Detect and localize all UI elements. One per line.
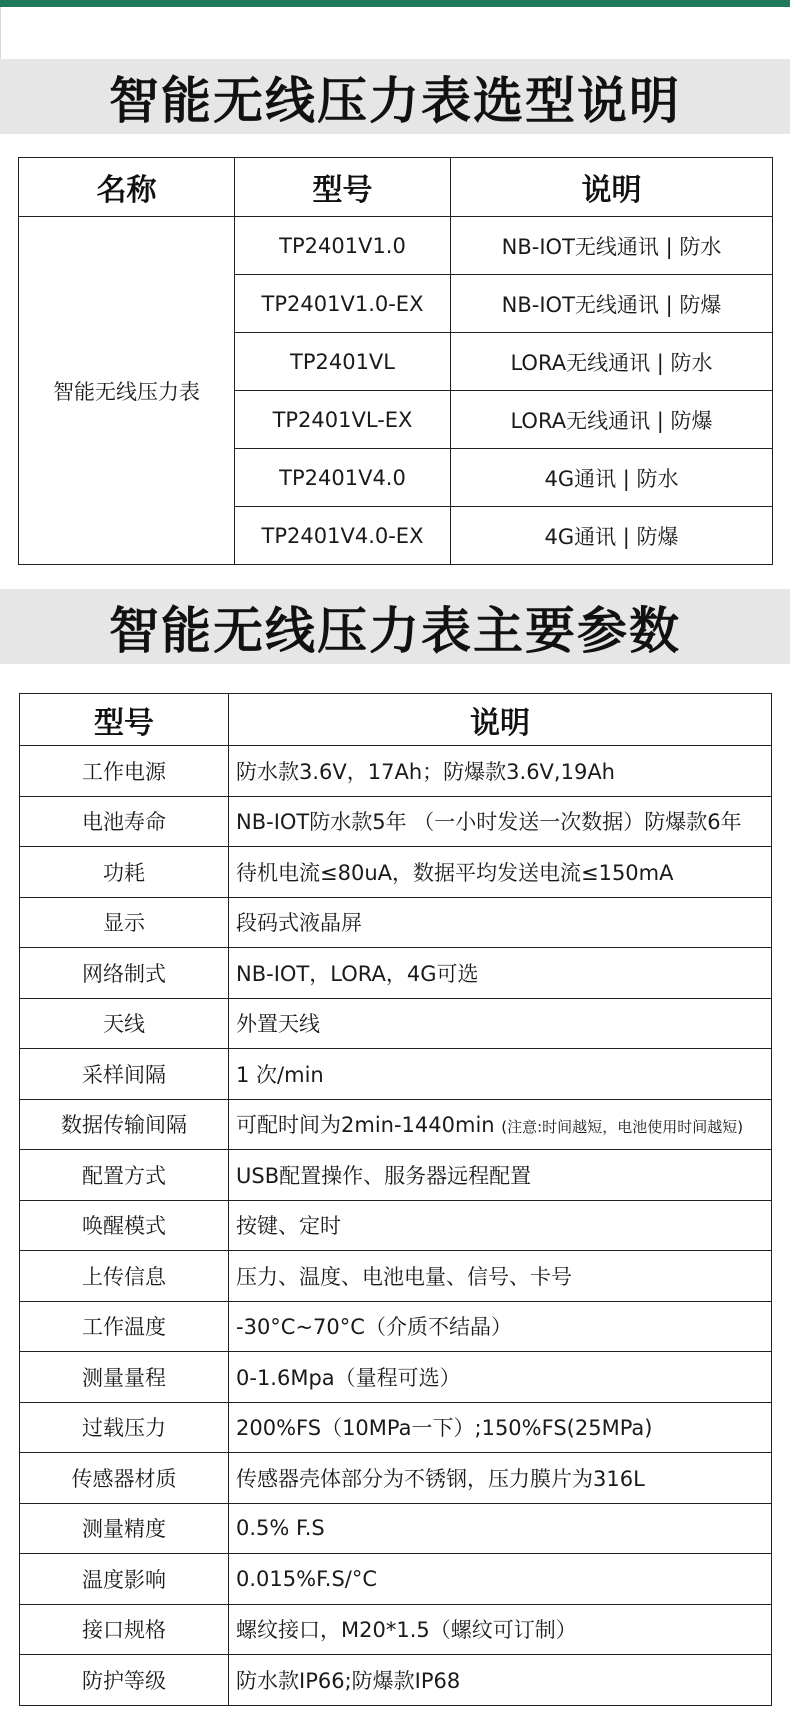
table-header-row xyxy=(20,694,772,746)
header-model: 型号 xyxy=(20,694,229,746)
product-name-cell: 智能无线压力表 xyxy=(19,217,235,565)
param-value-cell: USB配置操作、服务器远程配置 xyxy=(229,1150,772,1201)
param-name-cell: 天线 xyxy=(20,998,229,1049)
param-name-cell: 测量精度 xyxy=(20,1503,229,1554)
header-model: 型号 xyxy=(235,158,451,217)
table-row xyxy=(20,1604,772,1655)
param-value-note: (注意:时间越短，电池使用时间越短) xyxy=(501,1118,744,1137)
description-cell: LORA无线通讯 | 防水 xyxy=(451,333,773,391)
top-edge-line xyxy=(0,7,1,59)
param-value-cell xyxy=(229,1099,772,1150)
table-row xyxy=(20,1453,772,1504)
table-row xyxy=(20,847,772,898)
param-value-cell: NB-IOT，LORA，4G可选 xyxy=(229,948,772,999)
param-name-cell: 过载压力 xyxy=(20,1402,229,1453)
table-row xyxy=(20,1049,772,1100)
param-value-cell: -30°C~70°C（介质不结晶） xyxy=(229,1301,772,1352)
param-value-cell: 待机电流≤80uA，数据平均发送电流≤150mA xyxy=(229,847,772,898)
model-selection-table xyxy=(18,157,773,565)
param-name-cell: 电池寿命 xyxy=(20,796,229,847)
table-header-row xyxy=(19,158,773,217)
param-name-cell: 防护等级 xyxy=(20,1655,229,1706)
model-cell: TP2401V1.0-EX xyxy=(235,275,451,333)
param-name-cell: 测量量程 xyxy=(20,1352,229,1403)
table-row xyxy=(20,796,772,847)
table-row xyxy=(20,1402,772,1453)
param-name-cell: 显示 xyxy=(20,897,229,948)
param-value-cell: NB-IOT防水款5年 （一小时发送一次数据）防爆款6年 xyxy=(229,796,772,847)
param-name-cell: 传感器材质 xyxy=(20,1453,229,1504)
param-value-cell: 按键、定时 xyxy=(229,1200,772,1251)
param-name-cell: 唤醒模式 xyxy=(20,1200,229,1251)
table-row xyxy=(20,998,772,1049)
description-cell: NB-IOT无线通讯 | 防爆 xyxy=(451,275,773,333)
model-cell: TP2401V4.0-EX xyxy=(235,507,451,565)
param-name-cell: 功耗 xyxy=(20,847,229,898)
description-cell: 4G通讯 | 防水 xyxy=(451,449,773,507)
description-cell: 4G通讯 | 防爆 xyxy=(451,507,773,565)
table-row xyxy=(20,1554,772,1605)
param-value-cell: 压力、温度、电池电量、信号、卡号 xyxy=(229,1251,772,1302)
table-row xyxy=(20,1503,772,1554)
table-row xyxy=(20,1301,772,1352)
table-row xyxy=(20,1352,772,1403)
model-cell: TP2401V1.0 xyxy=(235,217,451,275)
param-value-cell: 200%FS（10MPa一下）;150%FS(25MPa) xyxy=(229,1402,772,1453)
param-value-cell: 段码式液晶屏 xyxy=(229,897,772,948)
table-row xyxy=(20,948,772,999)
param-value-cell: 1 次/min xyxy=(229,1049,772,1100)
param-name-cell: 数据传输间隔 xyxy=(20,1099,229,1150)
param-value-cell: 防水款3.6V，17Ah；防爆款3.6V,19Ah xyxy=(229,746,772,797)
section-title-selection: 智能无线压力表选型说明 xyxy=(0,59,790,134)
param-name-cell: 温度影响 xyxy=(20,1554,229,1605)
param-name-cell: 配置方式 xyxy=(20,1150,229,1201)
description-cell: NB-IOT无线通讯 | 防水 xyxy=(451,217,773,275)
model-cell: TP2401VL xyxy=(235,333,451,391)
table-row xyxy=(20,1150,772,1201)
table-row xyxy=(20,1200,772,1251)
table-row xyxy=(20,1099,772,1150)
param-name-cell: 采样间隔 xyxy=(20,1049,229,1100)
param-name-cell: 上传信息 xyxy=(20,1251,229,1302)
param-value-text: 可配时间为2min-1440min xyxy=(236,1113,495,1138)
model-cell: TP2401V4.0 xyxy=(235,449,451,507)
param-value-cell: 0.015%F.S/°C xyxy=(229,1554,772,1605)
header-description: 说明 xyxy=(229,694,772,746)
param-name-cell: 接口规格 xyxy=(20,1604,229,1655)
section-title-parameters: 智能无线压力表主要参数 xyxy=(0,589,790,664)
param-value-cell: 0.5% F.S xyxy=(229,1503,772,1554)
param-value-cell: 外置天线 xyxy=(229,998,772,1049)
table-row xyxy=(20,897,772,948)
model-cell: TP2401VL-EX xyxy=(235,391,451,449)
header-description: 说明 xyxy=(451,158,773,217)
top-accent-bar xyxy=(0,0,790,7)
table-row xyxy=(20,1251,772,1302)
param-value-cell: 0-1.6Mpa（量程可选） xyxy=(229,1352,772,1403)
param-name-cell: 网络制式 xyxy=(20,948,229,999)
parameters-table xyxy=(19,693,772,1706)
header-name: 名称 xyxy=(19,158,235,217)
table-row xyxy=(20,746,772,797)
description-cell: LORA无线通讯 | 防爆 xyxy=(451,391,773,449)
param-name-cell: 工作电源 xyxy=(20,746,229,797)
param-value-cell: 螺纹接口，M20*1.5（螺纹可订制） xyxy=(229,1604,772,1655)
table-row xyxy=(19,217,773,275)
param-name-cell: 工作温度 xyxy=(20,1301,229,1352)
param-value-cell: 传感器壳体部分为不锈钢，压力膜片为316L xyxy=(229,1453,772,1504)
table-row xyxy=(20,1655,772,1706)
param-value-cell: 防水款IP66;防爆款IP68 xyxy=(229,1655,772,1706)
